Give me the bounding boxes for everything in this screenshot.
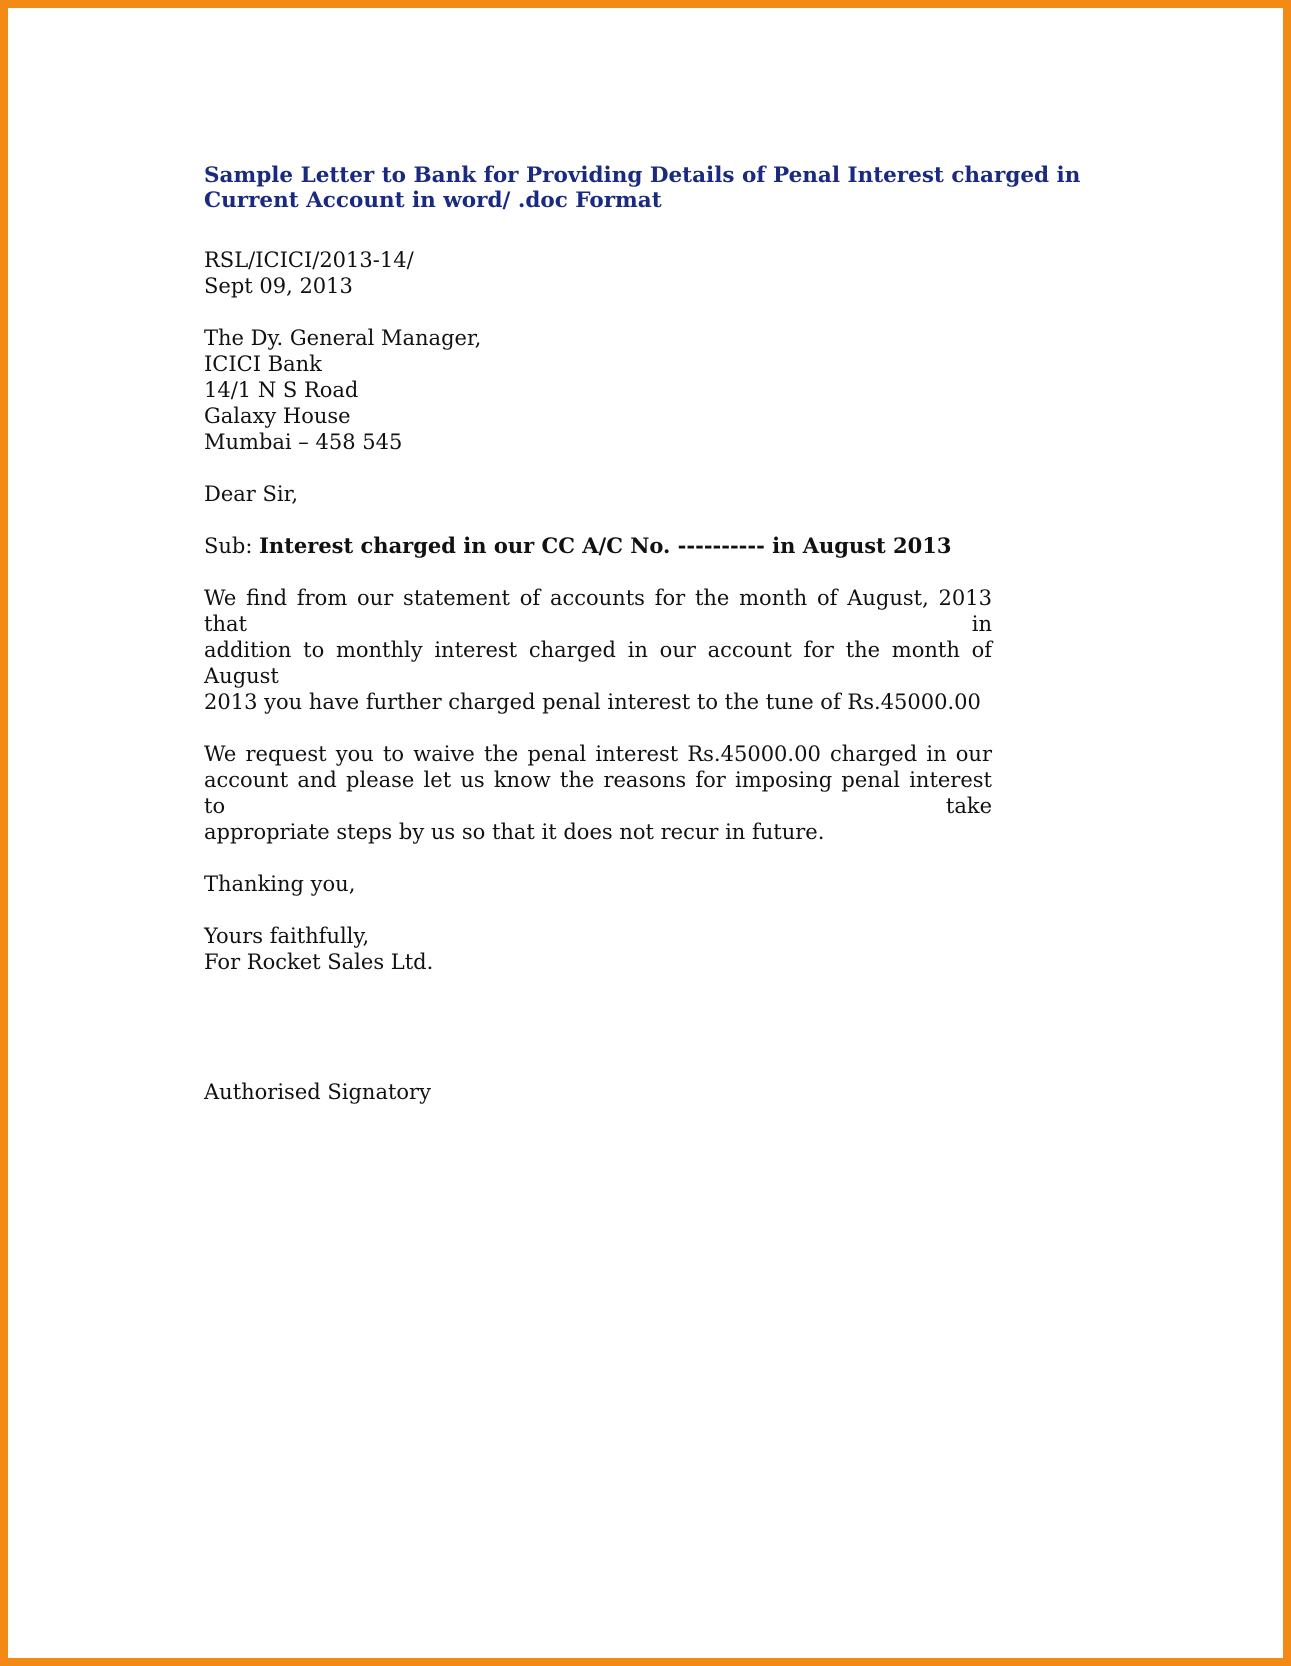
- addressee-line: Galaxy House: [204, 404, 351, 428]
- signatory-block: [204, 1079, 992, 1105]
- closing-text: Yours faithfully,: [204, 924, 370, 948]
- reference-number: RSL/ICICI/2013-14/: [204, 248, 414, 272]
- paragraph-line: appropriate steps by us so that it does not recur in future.: [204, 820, 825, 844]
- signatory-text: Authorised Signatory: [204, 1080, 431, 1104]
- paragraph-2: [204, 741, 992, 845]
- paragraph-line: account and please let us know the reasons for imposing penal interest to take: [204, 768, 992, 818]
- title-line-2: Current Account in word/ .doc Format: [204, 188, 662, 213]
- salutation: [204, 481, 992, 507]
- addressee-block: [204, 325, 992, 455]
- paragraph-1: [204, 585, 992, 715]
- company-name: For Rocket Sales Ltd.: [204, 950, 434, 974]
- thanks: [204, 871, 992, 897]
- subject-line: [204, 533, 992, 559]
- closing-block: [204, 923, 992, 975]
- paragraph-line: We find from our statement of accounts for the month of August, 2013 that in: [204, 586, 992, 636]
- subject-line-text: [204, 533, 992, 559]
- addressee-line: Mumbai – 458 545: [204, 430, 403, 454]
- addressee-line: 14/1 N S Road: [204, 378, 359, 402]
- reference-block: [204, 247, 992, 299]
- letter-date: Sept 09, 2013: [204, 274, 353, 298]
- subject-text: Interest charged in our CC A/C No. ---------- in August 2013: [259, 533, 952, 558]
- addressee-line: ICICI Bank: [204, 352, 322, 376]
- addressee-line: The Dy. General Manager,: [204, 326, 482, 350]
- letter-body: [204, 163, 1081, 1105]
- subject-prefix: Sub:: [204, 534, 260, 558]
- salutation-text: Dear Sir,: [204, 482, 299, 506]
- document-title: [204, 163, 1081, 213]
- title-line-1: Sample Letter to Bank for Providing Details of Penal Interest charged in: [204, 163, 1081, 188]
- thanks-text: Thanking you,: [204, 872, 356, 896]
- paragraph-line: 2013 you have further charged penal interest to the tune of Rs.45000.00: [204, 690, 981, 714]
- signature-space: [204, 975, 992, 1079]
- paragraph-line: We request you to waive the penal interest Rs.45000.00 charged in our: [204, 742, 992, 766]
- paragraph-line: addition to monthly interest charged in our account for the month of August: [204, 638, 992, 688]
